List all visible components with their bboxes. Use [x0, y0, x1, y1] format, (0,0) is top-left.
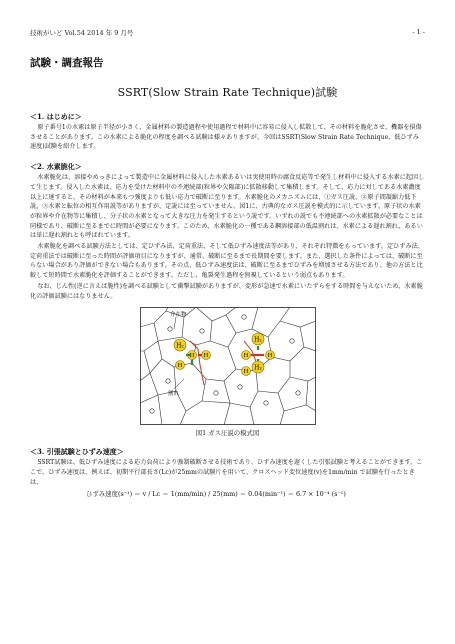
svg-text:H₂: H₂: [253, 364, 262, 372]
figure-1: [30, 307, 425, 425]
report-title: SSRT(Slow Strain Rate Technique)試験: [117, 86, 338, 99]
label-inclusion: 介在物: [169, 312, 187, 319]
running-header: [30, 28, 425, 37]
svg-text:H: H: [243, 353, 248, 360]
paragraph: 水素脆化は、溶接やめっきによって製造中に金属材料に侵入した水素あるいは実使用時の腐食反応等で発生し材料中に侵入する水素に起因して生じます。侵入した水素は、応力を受けた材料中の不連続部(粒界や欠陥部)に拡散移動して集積します。そして、応力に対してある水素濃度以上に達すると、その材料が本来もつ強度よりも低い応力で破断に至ります。水素脆化のメカニズムには、①ガス圧説、②原子間凝縮力低下説、③水素と転位の相互作用説等がありますが、定説には至っていません。図1に、古典的なガス圧説を模式的に示しています。原子状の水素が粒界や介在物等に集積し、分子状の水素となって大きな圧力を発生するという説です。いずれの説でも不連続部への水素拡散が必要なことは同様であり、破断に至るまでに時間が必要になります。このため、水素脆化の一種である鋼溶接部の低温割れは、水素による遅れ割れ、あるいは単に遅れ割れとも呼ばれています。: [30, 174, 425, 240]
svg-text:H: H: [189, 353, 194, 360]
svg-text:H: H: [267, 353, 272, 360]
paragraph: SSRT試験は、低ひずみ速度による応力負荷により強制破断させる技術であり、ひずみ速度を遅くした引張試験と考えることができます。ここで、ひずみ速度は、例えば、初期平行部長さ(Lc)が25mmの試験片を用いて、クロスヘッド変位速度(v)を1mm/min で試験を行ったときは、: [30, 459, 423, 486]
svg-text:H: H: [203, 353, 208, 360]
paragraph: 原子番号1の水素は原子半径が小さく、金属材料の製造過程や使用過程で材料中に容易に侵入し拡散して、その材料を脆化させ、機器を損傷させることがあります。この水素による脆化の程度を調べる試験は様々ありますが、今回はSSRT(Slow Strain Rate Technique、低ひずみ速度)試験を紹介します。: [30, 124, 422, 151]
svg-text:H₂: H₂: [253, 336, 262, 344]
svg-text:H: H: [177, 363, 182, 370]
category-heading: 試験・調査報告: [30, 57, 104, 69]
strain-rate-formula: ひずみ速度(s⁻¹) ＝ v / Lc ＝ 1(mm/min) / 25(mm) ＝ 0.04(min⁻¹) ＝ 6.7 × 10⁻⁴ (s⁻¹): [86, 490, 346, 499]
section-heading-tensile: ＜3. 引張試験とひずみ速度＞: [30, 447, 124, 457]
svg-text:H₂: H₂: [175, 342, 184, 350]
section-heading-intro: ＜1. はじめに＞: [30, 112, 82, 121]
paragraph: 水素脆化を調べる試験方法としては、定ひずみ法、定荷重法、そして低ひずみ速度法等があり、それぞれ特徴をもっています。定ひずみ法、定荷重法では破断に至った時間が評価項目になりますが、通常、破断に至るまで長期間を要します。また、選択した条件によっては、破断に至らない場合があり評価ができない場合もあります。その点、低ひずみ速度法は、破断に至るまでひずみを増加させる方法であり、他の方法と比較して短時間で水素脆化を評価することができます。ただし、亀裂発生過程を無視しているという弱点もあります。: [30, 243, 424, 280]
paragraph: なお、じん性(逆に言えば脆性)を調べる試験として衝撃試験がありますが、変形が急速で水素にいたずらをする時間を与えないため、水素脆化の評価試験にはなりません。: [30, 282, 423, 300]
label-crack: 割れ: [167, 391, 179, 398]
section-heading-embrittlement: ＜2. 水素脆化＞: [30, 162, 82, 172]
figure-caption: 図1 ガス圧説の模式図: [195, 429, 260, 438]
page-number: - 1 -: [412, 28, 425, 36]
gas-pressure-diagram: [140, 307, 316, 425]
svg-text:H: H: [243, 369, 248, 376]
journal-issue: 技術がいど Vol.54 2014 年 9 月号: [30, 29, 134, 37]
figure-frame: [140, 308, 315, 425]
